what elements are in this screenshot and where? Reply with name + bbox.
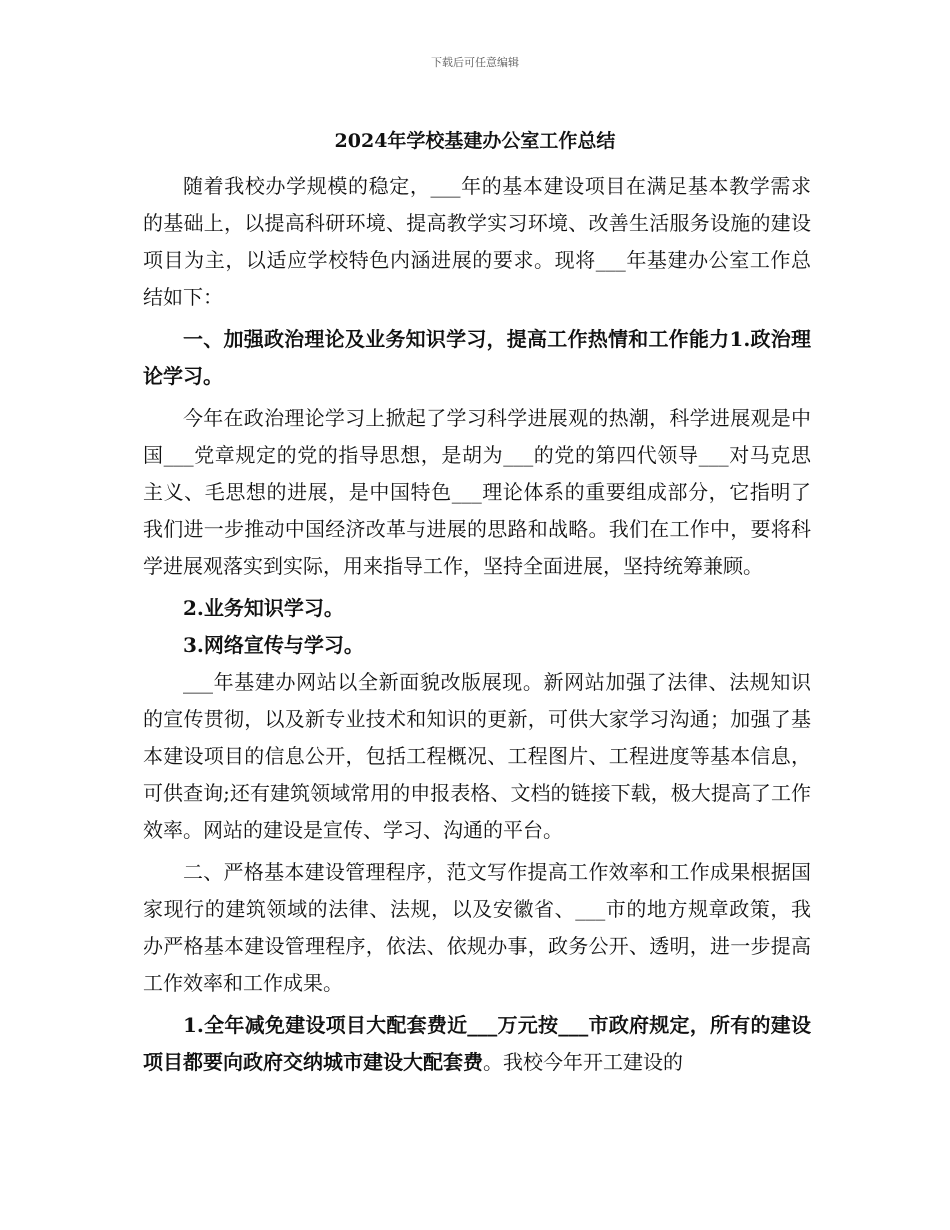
section-heading-1: 一、加强政治理论及业务知识学习，提高工作热情和工作能力1.政治理论学习。 <box>143 327 811 388</box>
subheading-business-knowledge: 2.业务知识学习。 <box>183 596 344 620</box>
paragraph-section-2: 二、严格基本建设管理程序，范文写作提高工作效率和工作成果根据国家现行的建筑领域的法律、法规，以及安徽省、___市的地方规章政策，我办严格基本建设管理程序，依法、依规办事，政务公开、透明，进一步提高工作效率和工作成果。 <box>143 860 811 995</box>
document-title: 2024年学校基建办公室工作总结 <box>334 130 616 152</box>
paragraph-intro: 随着我校办学规模的稳定，___年的基本建设项目在满足基本教学需求的基础上，以提高科研环境、提高教学实习环境、改善生活服务设施的建设项目为主，以适应学校特色内涵进展的要求。现将___年基建办公室工作总结如下： <box>143 174 811 309</box>
fee-exemption-rest-text: 。我校今年开工建设的 <box>483 1050 683 1074</box>
paragraph-website: ___年基建办网站以全新面貌改版展现。新网站加强了法律、法规知识的宣传贯彻，以及新专业技术和知识的更新，可供大家学习沟通；加强了基本建设项目的信息公开，包括工程概况、工程图片、工程进度等基本信息，可供查询;还有建筑领域常用的申报表格、文档的链接下载，极大提高了工作效率。网站的建设是宣传、学习、沟通的平台。 <box>143 670 811 842</box>
document-body <box>143 168 811 1081</box>
paragraph-fee-exemption <box>143 1007 811 1081</box>
paragraph-political-theory: 今年在政治理论学习上掀起了学习科学进展观的热潮，科学进展观是中国___党章规定的党的指导思想，是胡为___的党的第四代领导___对马克思主义、毛思想的进展，是中国特色___理论体系的重要组成部分，它指明了我们进一步推动中国经济改革与进展的思路和战略。我们在工作中，要将科学进展观落实到实际，用来指导工作，坚持全面进展，坚持统筹兼顾。 <box>143 406 811 578</box>
fee-exemption-bold-text: 1.全年减免建设项目大配套费近___万元按___市政府规定，所有的建设项目都要向政府交纳城市建设大配套费 <box>143 1013 811 1074</box>
subheading-network-promotion: 3.网络宣传与学习。 <box>183 633 364 657</box>
page-header: 下载后可任意编辑 <box>431 56 519 69</box>
